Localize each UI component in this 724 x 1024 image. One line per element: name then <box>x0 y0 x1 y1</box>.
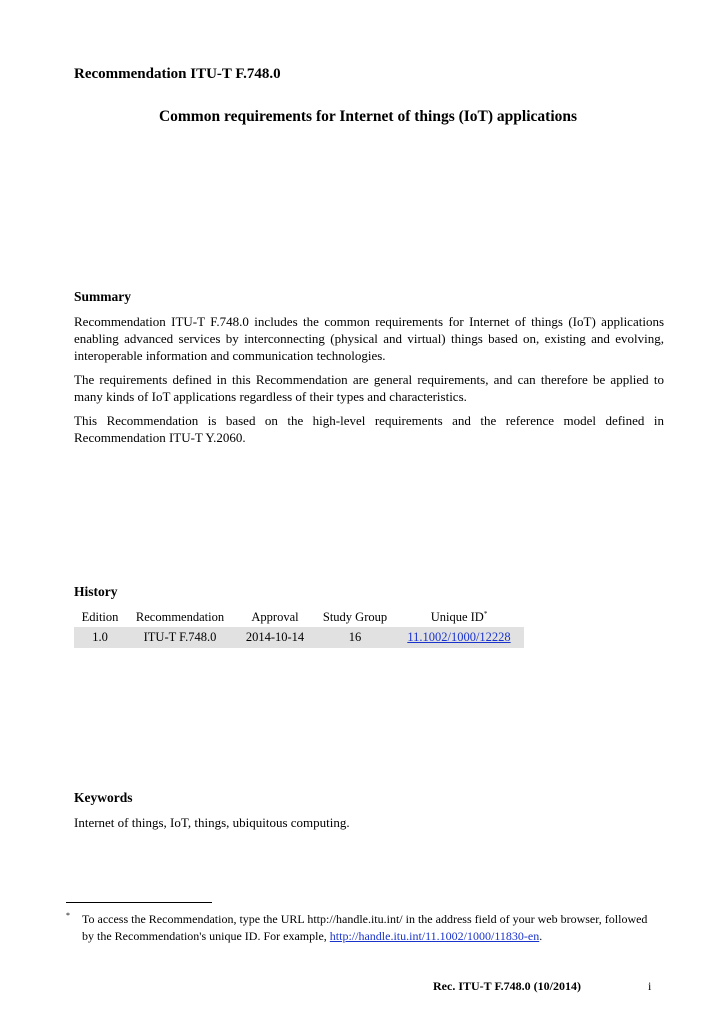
column-header-unique-id: Unique ID* <box>430 609 488 624</box>
footer-label: Rec. ITU-T F.748.0 (10/2014) <box>433 979 581 993</box>
history-table-header <box>74 607 524 627</box>
cell-edition: 1.0 <box>74 627 126 648</box>
cell-recommendation: ITU-T F.748.0 <box>126 627 234 648</box>
summary-heading: Summary <box>74 289 131 304</box>
recommendation-title: Recommendation ITU-T F.748.0 <box>74 66 281 82</box>
cell-approval: 2014-10-14 <box>234 627 316 648</box>
page-number: i <box>648 979 652 993</box>
footnote-marker: * <box>66 911 70 920</box>
history-table <box>74 607 524 648</box>
page-title: Common requirements for Internet of things (IoT) applications <box>158 108 578 125</box>
column-header-study-group: Study Group <box>322 610 388 624</box>
footnote-divider <box>66 902 212 903</box>
column-header-approval: Approval <box>251 610 299 624</box>
keywords-heading: Keywords <box>74 790 133 805</box>
table-row <box>74 627 524 648</box>
footnote-text: To access the Recommendation, type the URL http://handle.itu.int/ in the address field of your web browser, followed by the Recommendation's unique ID. For example, http://handle.itu.int/11.1002/1000/11830-en. <box>82 912 648 943</box>
summary-paragraph-2: The requirements defined in this Recommendation are general requirements, and can therefore be applied to many kinds of IoT applications regardless of their types and characteristics. <box>74 372 664 404</box>
footnote-example-link[interactable]: http://handle.itu.int/11.1002/1000/11830-en <box>329 929 540 943</box>
summary-paragraph-3: This Recommendation is based on the high-level requirements and the reference model defined in Recommendation ITU-T Y.2060. <box>74 413 664 445</box>
cell-study-group: 16 <box>316 627 394 648</box>
column-header-recommendation: Recommendation <box>135 610 225 624</box>
footnote-reference: * <box>483 609 488 618</box>
column-header-edition: Edition <box>81 610 119 624</box>
cell-unique-id <box>394 627 524 648</box>
summary-paragraph-1: Recommendation ITU-T F.748.0 includes the common requirements for Internet of things (IoT) applications enabling advanced services by interconnecting (physical and virtual) things based on, existing and evolving, interoperable information and communication technologies. <box>74 314 664 363</box>
history-heading: History <box>74 584 118 599</box>
unique-id-link[interactable]: 11.1002/1000/12228 <box>407 630 511 644</box>
keywords-text: Internet of things, IoT, things, ubiquitous computing. <box>74 815 350 830</box>
